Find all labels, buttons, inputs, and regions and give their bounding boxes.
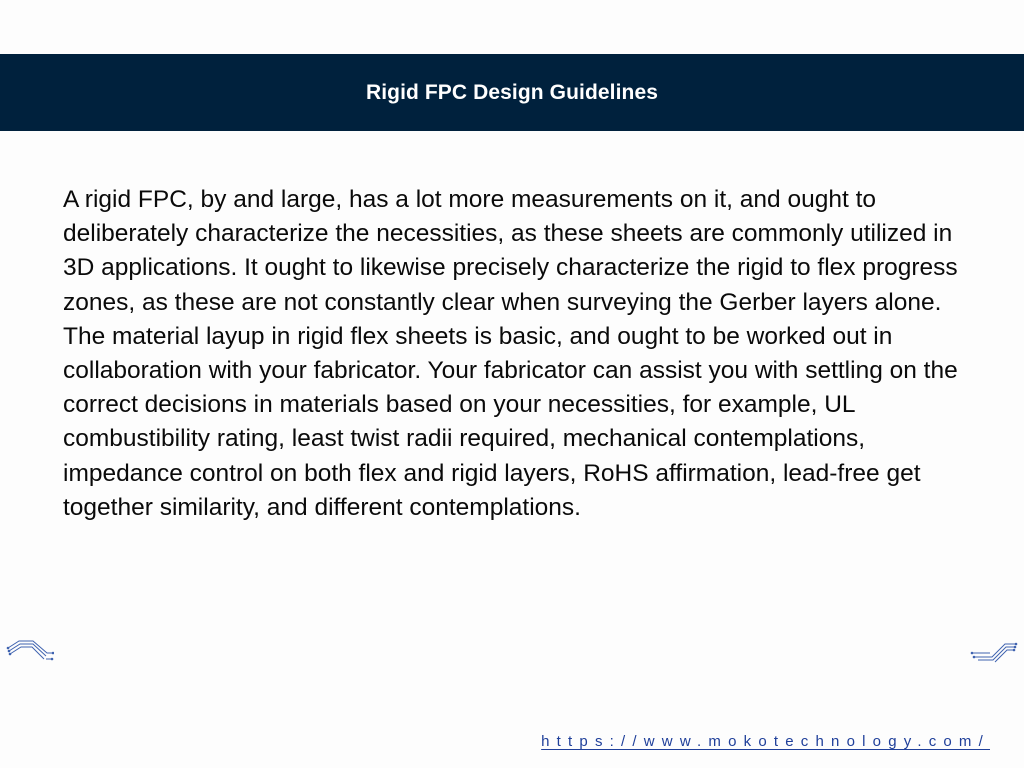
circuit-trace-icon: [970, 635, 1018, 665]
title-bar: [0, 54, 1024, 131]
slide-title: Rigid FPC Design Guidelines: [365, 80, 659, 104]
slide-body: [63, 183, 963, 525]
body-paragraph-2: The material layup in rigid flex sheets is basic, and ought to be worked out in collaboration with your fabricator. Your fabricator can assist you with settling on the correct decisions in materials based on your necessities, for example, UL combustibility rating, least twist radii required, mechanical contemplations, impedance control on both flex and rigid layers, RoHS affirmation, lead-free get together similarity, and different contemplations.: [63, 322, 958, 521]
website-link[interactable]: https://www.mokotechnology.com/: [541, 733, 990, 750]
body-paragraph-1: A rigid FPC, by and large, has a lot more measurements on it, and ought to deliberately characterize the necessities, as these sheets are commonly utilized in 3D applications. It ought to likewise precisely characterize the rigid to flex progress zones, as these are not constantly clear when surveying the Gerber layers alone.: [63, 186, 958, 316]
circuit-trace-icon: [6, 635, 54, 665]
